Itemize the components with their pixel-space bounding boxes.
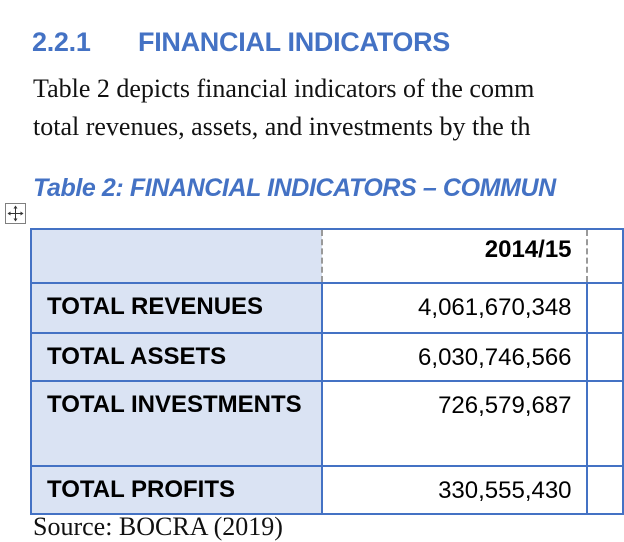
row-value: 330,555,430 [322, 466, 586, 514]
row-next-cell [587, 283, 623, 333]
row-value: 726,579,687 [322, 381, 586, 466]
table-caption: Table 2: FINANCIAL INDICATORS – COMMUN [33, 174, 556, 202]
row-value: 6,030,746,566 [322, 333, 586, 381]
move-arrows-icon [6, 204, 25, 223]
section-number: 2.2.1 [32, 27, 91, 57]
header-label-cell [31, 229, 322, 283]
table-source-note: Source: BOCRA (2019) [33, 512, 283, 541]
table-header-row [31, 229, 623, 283]
row-label: TOTAL PROFITS [31, 466, 322, 514]
table-row [31, 283, 623, 333]
table-row [31, 333, 623, 381]
header-year-cell: 2014/15 [322, 229, 586, 283]
table-row [31, 381, 623, 466]
paragraph-line-1: Table 2 depicts financial indicators of the comm [33, 74, 535, 103]
row-next-cell [587, 466, 623, 514]
row-label: TOTAL REVENUES [31, 283, 322, 333]
section-title: FINANCIAL INDICATORS [138, 27, 451, 57]
row-value: 4,061,670,348 [322, 283, 586, 333]
row-next-cell [587, 381, 623, 466]
header-next-cell [587, 229, 623, 283]
financial-indicators-table [30, 228, 624, 515]
paragraph-line-2: total revenues, assets, and investments by the th [33, 112, 531, 141]
row-next-cell [587, 333, 623, 381]
table-row [31, 466, 623, 514]
section-heading [32, 27, 450, 58]
table-move-handle[interactable] [5, 203, 26, 224]
row-label: TOTAL INVESTMENTS [31, 381, 322, 466]
row-label: TOTAL ASSETS [31, 333, 322, 381]
